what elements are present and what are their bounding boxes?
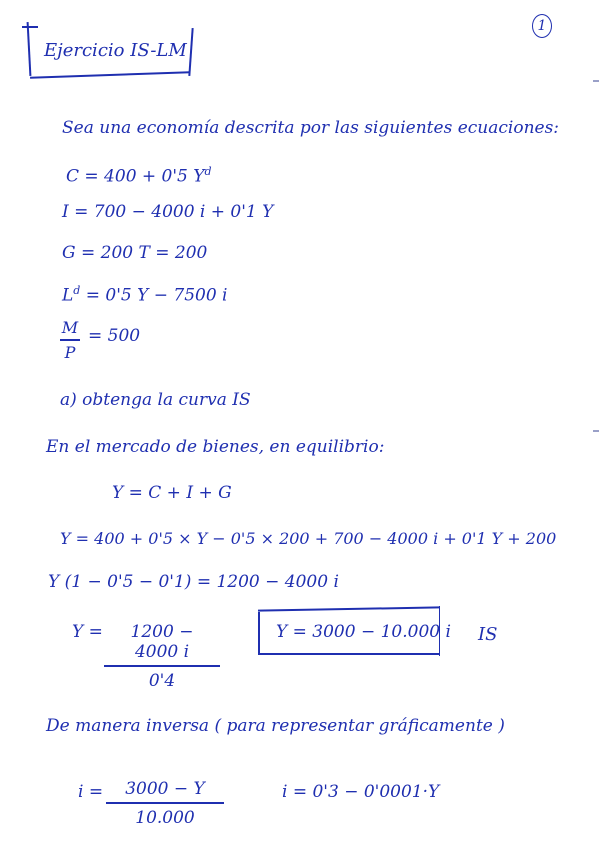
eq-money-supply: = 500 bbox=[88, 326, 141, 346]
eq-investment: I = 700 − 4000 i + 0'1 Y bbox=[62, 202, 274, 222]
title-box bbox=[22, 22, 190, 72]
page-number: 1 bbox=[532, 14, 552, 38]
intro-text: Sea una economía descrita por las siguientes ecuaciones: bbox=[62, 118, 560, 138]
frac2: 3000 − Y 10.000 bbox=[106, 779, 224, 828]
step-1: Y = C + I + G bbox=[112, 483, 232, 503]
step-3: Y (1 − 0'5 − 0'1) = 1200 − 4000 i bbox=[48, 572, 339, 592]
frac1-lhs: Y = bbox=[72, 622, 103, 642]
frac2-lhs: i = bbox=[78, 782, 104, 802]
is-curve-box bbox=[258, 606, 451, 654]
eq-consumption: C = 400 + 0'5 $Y^d$ bbox=[66, 165, 212, 187]
inverse-result: i = 0'3 − 0'0001·Y bbox=[282, 782, 440, 802]
part-a: a) obtenga la curva IS bbox=[60, 390, 251, 410]
goods-market-text: En el mercado de bienes, en equilibrio: bbox=[46, 437, 385, 457]
eq-money-supply-fraction: M P bbox=[61, 318, 79, 362]
eq-gov-tax: G = 200 T = 200 bbox=[62, 243, 208, 263]
margin-mark bbox=[593, 80, 599, 82]
is-curve-equation: Y = 3000 − 10.000 i bbox=[276, 622, 451, 642]
margin-mark bbox=[593, 430, 599, 432]
page-title: Ejercicio IS-LM bbox=[44, 40, 187, 61]
frac1: 1200 − 4000 i 0'4 bbox=[104, 622, 220, 691]
is-label: IS bbox=[478, 624, 498, 645]
inverse-note: De manera inversa ( para representar gráficamente ) bbox=[46, 716, 505, 736]
eq-money-demand: $L^d = 0'5$ Y − 7500 i bbox=[62, 284, 228, 306]
step-2: Y = 400 + 0'5 × Y − 0'5 × 200 + 700 − 4000 i + 0'1 Y + 200 bbox=[60, 529, 557, 548]
